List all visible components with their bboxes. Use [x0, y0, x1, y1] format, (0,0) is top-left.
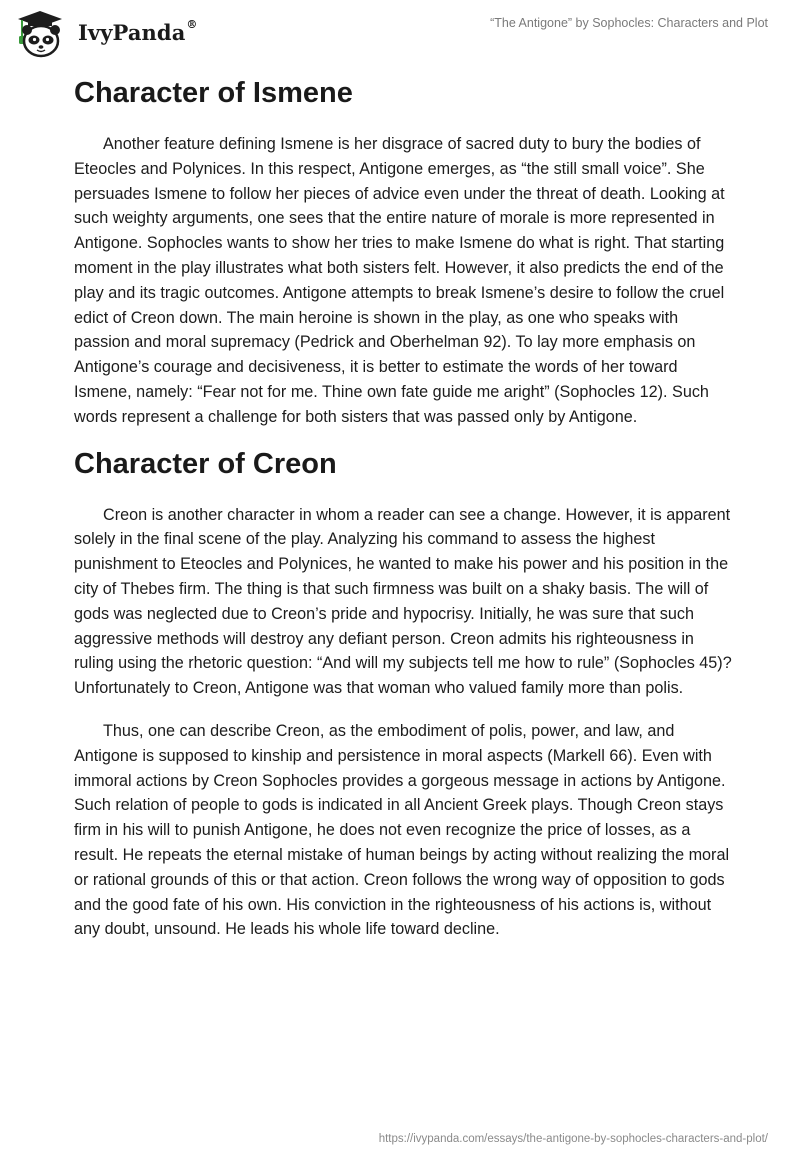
paragraph-creon-1: Creon is another character in whom a reader can see a change. However, it is apparent solely in the final scene of the play. Analyzing his command to assess the highest punishment to Eteocles and Polynices, he wanted to make his power and his position in the city of Thebes firm. The thing is that such firmness was built on a shaky basis. The will of gods was neglected due to Creon’s pride and hypocrisy. Initially, he was sure that such aggressive methods will destroy any defiant person. Creon admits his righteousness in ruling using the rhetoric question: “And will my subjects tell me how to rule” (Sophocles 45)? Unfortunately to Creon, Antigone was that woman who valued family more than polis. — [74, 505, 732, 698]
section-heading-creon: Character of Creon — [74, 447, 337, 480]
page-header — [0, 0, 800, 70]
paragraph-ismene-1: Another feature defining Ismene is her disgrace of sacred duty to bury the bodies of Eteocles and Polynices. In this respect, Antigone emerges, as “the still small voice”. She persuades Ismene to follow her pieces of advice even under the threat of death. Looking at such weighty arguments, one sees that the entire nature of morale is more represented in Antigone. Sophocles wants to show her tries to make Ismene do what is right. That starting moment in the play illustrates what both sisters felt. However, it also predicts the end of the play and its tragic outcomes. Antigone attempts to break Ismene’s desire to follow the cruel edict of Creon down. The main heroine is shown in the play, as one who speaks with passion and moral supremacy (Pedrick and Oberhelman 92). To lay more emphasis on Antigone’s courage and decisiveness, it is better to estimate the words of her toward Ismene, namely: “Fear not for me. Thine own fate guide me aright” (Sophocles 12). Such words represent a challenge for both sisters that was passed only by Antigone. — [74, 135, 725, 426]
essay-content — [74, 70, 734, 942]
section-heading-ismene: Character of Ismene — [74, 77, 353, 109]
document-title: “The Antigone” by Sophocles: Characters and Plot — [490, 16, 768, 30]
source-url[interactable]: https://ivypanda.com/essays/the-antigone-by-sophocles-characters-and-plot/ — [378, 1133, 768, 1145]
brand-text: IvyPanda — [78, 20, 186, 45]
ivypanda-logo-icon[interactable] — [14, 9, 68, 59]
paragraph-creon-2: Thus, one can describe Creon, as the embodiment of polis, power, and law, and Antigone is supposed to kinship and persistence in moral aspects (Markell 66). Even with immoral actions by Creon Sophocles provides a gorgeous message in actions by Antigone. Such relation of people to gods is indicated in all Ancient Greek plays. Though Creon stays firm in his will to punish Antigone, he does not even recognize the price of losses, as a result. He repeats the eternal mistake of human beings by acting without realizing the moral or rational grounds of this or that action. Creon follows the wrong way of opposition to gods and the good fate of his own. His conviction in the righteousness of his actions is, without any doubt, unsound. He leads his whole life toward decline. — [74, 721, 730, 939]
brand-name[interactable] — [78, 20, 198, 45]
brand-registered-mark: ® — [186, 18, 198, 31]
